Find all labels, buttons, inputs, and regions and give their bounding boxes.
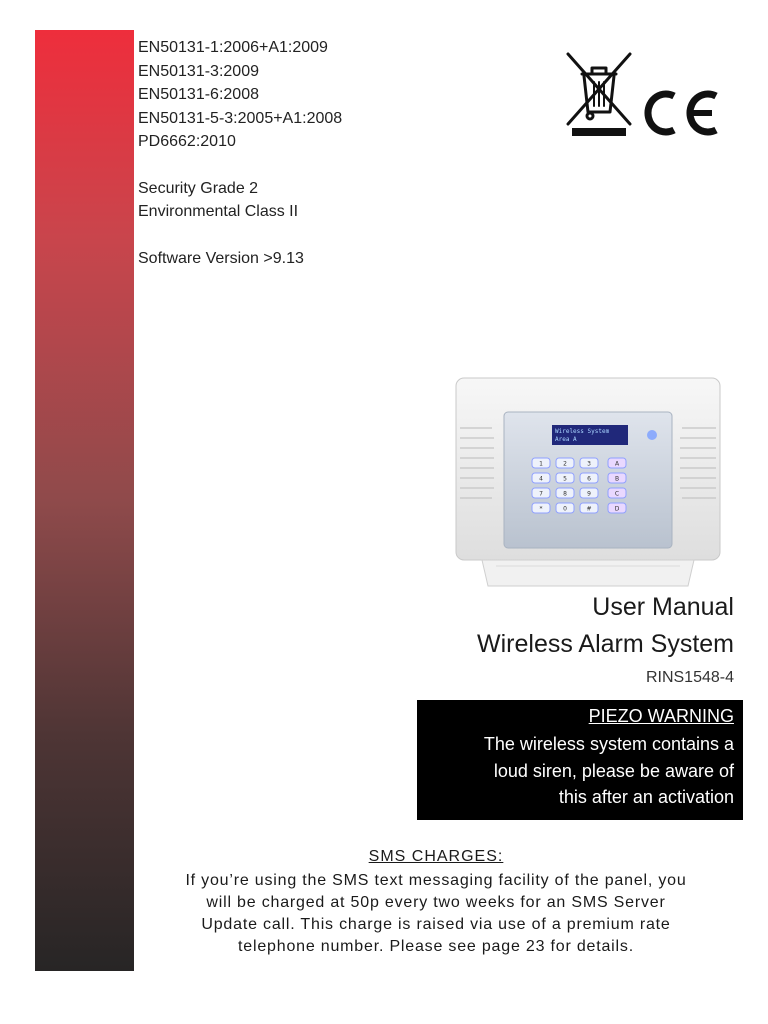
keypad-key-label: B [614,475,620,483]
keypad-key-label: C [614,490,620,498]
standard-item: EN50131-5-3:2005+A1:2008 [138,109,343,127]
standard-item: PD6662:2010 [138,133,236,150]
document-code: RINS1548-4 [645,669,734,686]
keypad-key-label: 2 [563,460,567,468]
sms-charges-line: Update call. This charge is raised via use of a premium rate [201,916,671,933]
keypad-key-label: D [614,505,620,513]
ce-mark-icon [638,86,722,140]
environmental-class: Environmental Class II [138,203,299,220]
security-grade: Security Grade 2 [138,179,259,197]
sms-charges-line: will be charged at 50p every two weeks for an SMS Server [206,894,666,911]
standard-item: EN50131-6:2008 [138,86,259,103]
keypad-key-label: 0 [563,505,567,513]
software-version: Software Version >9.13 [138,249,304,267]
document-title: User Manual [592,593,734,621]
keypad-key-label: 6 [587,475,591,483]
piezo-warning-heading: PIEZO WARNING [588,706,734,726]
sms-charges-line: If you’re using the SMS text messaging facility of the panel, you [185,872,687,889]
spacer [138,224,342,247]
piezo-warning-line: this after an activation [558,787,734,807]
keypad-key-label: A [614,460,620,468]
sms-charges-section [138,846,734,958]
lcd-line-1: Wireless System [555,428,610,435]
status-led [647,430,657,440]
title-block [477,591,734,689]
sms-charges-heading: SMS CHARGES: [368,848,504,865]
keypad-key-label: 7 [539,490,543,498]
alarm-panel-image [448,374,728,592]
keypad-key-label: # [586,505,592,513]
keypad-key-label: 3 [587,460,591,468]
spacer [138,154,342,177]
red-gradient-side-bar [35,30,134,971]
standard-item: EN50131-3:2009 [138,62,259,80]
keypad-key-label: 4 [539,475,543,483]
lcd-line-2: Area A [555,436,577,443]
standards-list [138,36,342,270]
keypad-key-label: 9 [587,490,591,498]
standard-item: EN50131-1:2006+A1:2009 [138,39,328,56]
weee-crossed-bin-icon [566,52,632,138]
keypad-key-label: * [539,505,543,513]
sms-charges-line: telephone number. Please see page 23 for details. [238,938,634,955]
document-subtitle: Wireless Alarm System [477,630,734,658]
piezo-warning-box [417,700,743,820]
piezo-warning-line: loud siren, please be aware of [493,760,734,781]
keypad-key-label: 5 [563,475,567,483]
keypad-key-label: 1 [539,460,543,468]
keypad-key-label: 8 [563,490,567,498]
piezo-warning-line: The wireless system contains a [483,734,734,754]
